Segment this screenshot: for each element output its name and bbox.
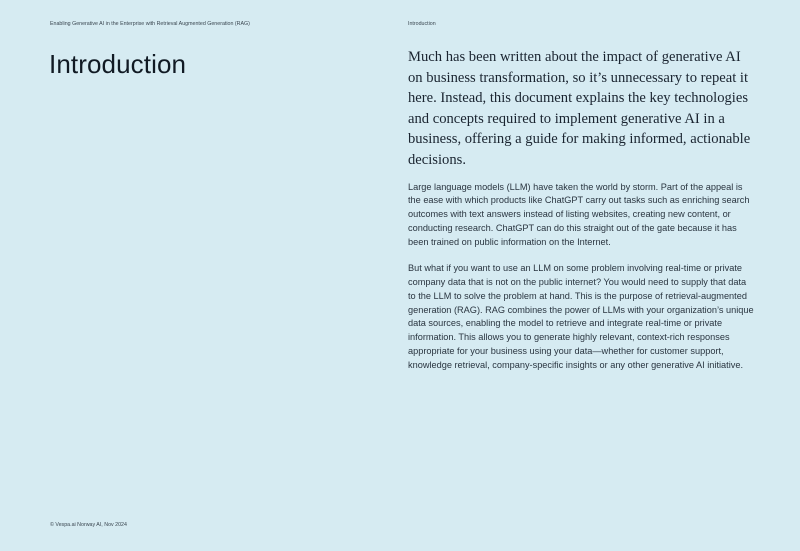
body-paragraph-1: Large language models (LLM) have taken the world by storm. Part of the appeal is the ease with which products like ChatGPT carry out tasks such as enriching search outcomes with text answers instead of listing websites, creating new content, or conducting research. ChatGPT can do this straight out of the gate because it has been trained on public information on the Internet.	[408, 181, 750, 247]
footer-copyright: © Vespa.ai Norway AI, Nov 2024	[50, 522, 127, 528]
page-title: Introduction	[49, 49, 187, 79]
content-column	[408, 47, 754, 372]
lead-paragraph: Much has been written about the impact of generative AI on business transformation, so it’s unnecessary to repeat it here. Instead, this document explains the key technologies and concepts required to implement generative AI in a business, offering a guide for making informed, actionable decisions.	[408, 49, 751, 168]
body-paragraph-2: But what if you want to use an LLM on some problem involving real-time or private company data that is not on the public internet? You would need to supply that data to the LLM to solve the problem at hand. This is the purpose of retrieval-augmented generation (RAG). RAG combines the power of LLMs with your organization’s unique data sources, enabling the model to retrieve and integrate real-time or private information. This allows you to generate highly relevant, context-rich responses appropriate for your business using your data—whether for customer support, knowledge retrieval, company-specific insights or any other generative AI initiative.	[408, 263, 754, 370]
running-header-document-title: Enabling Generative AI in the Enterprise with Retrieval Augmented Generation (RAG)	[50, 21, 250, 27]
running-header-section-name: Introduction	[408, 21, 436, 27]
